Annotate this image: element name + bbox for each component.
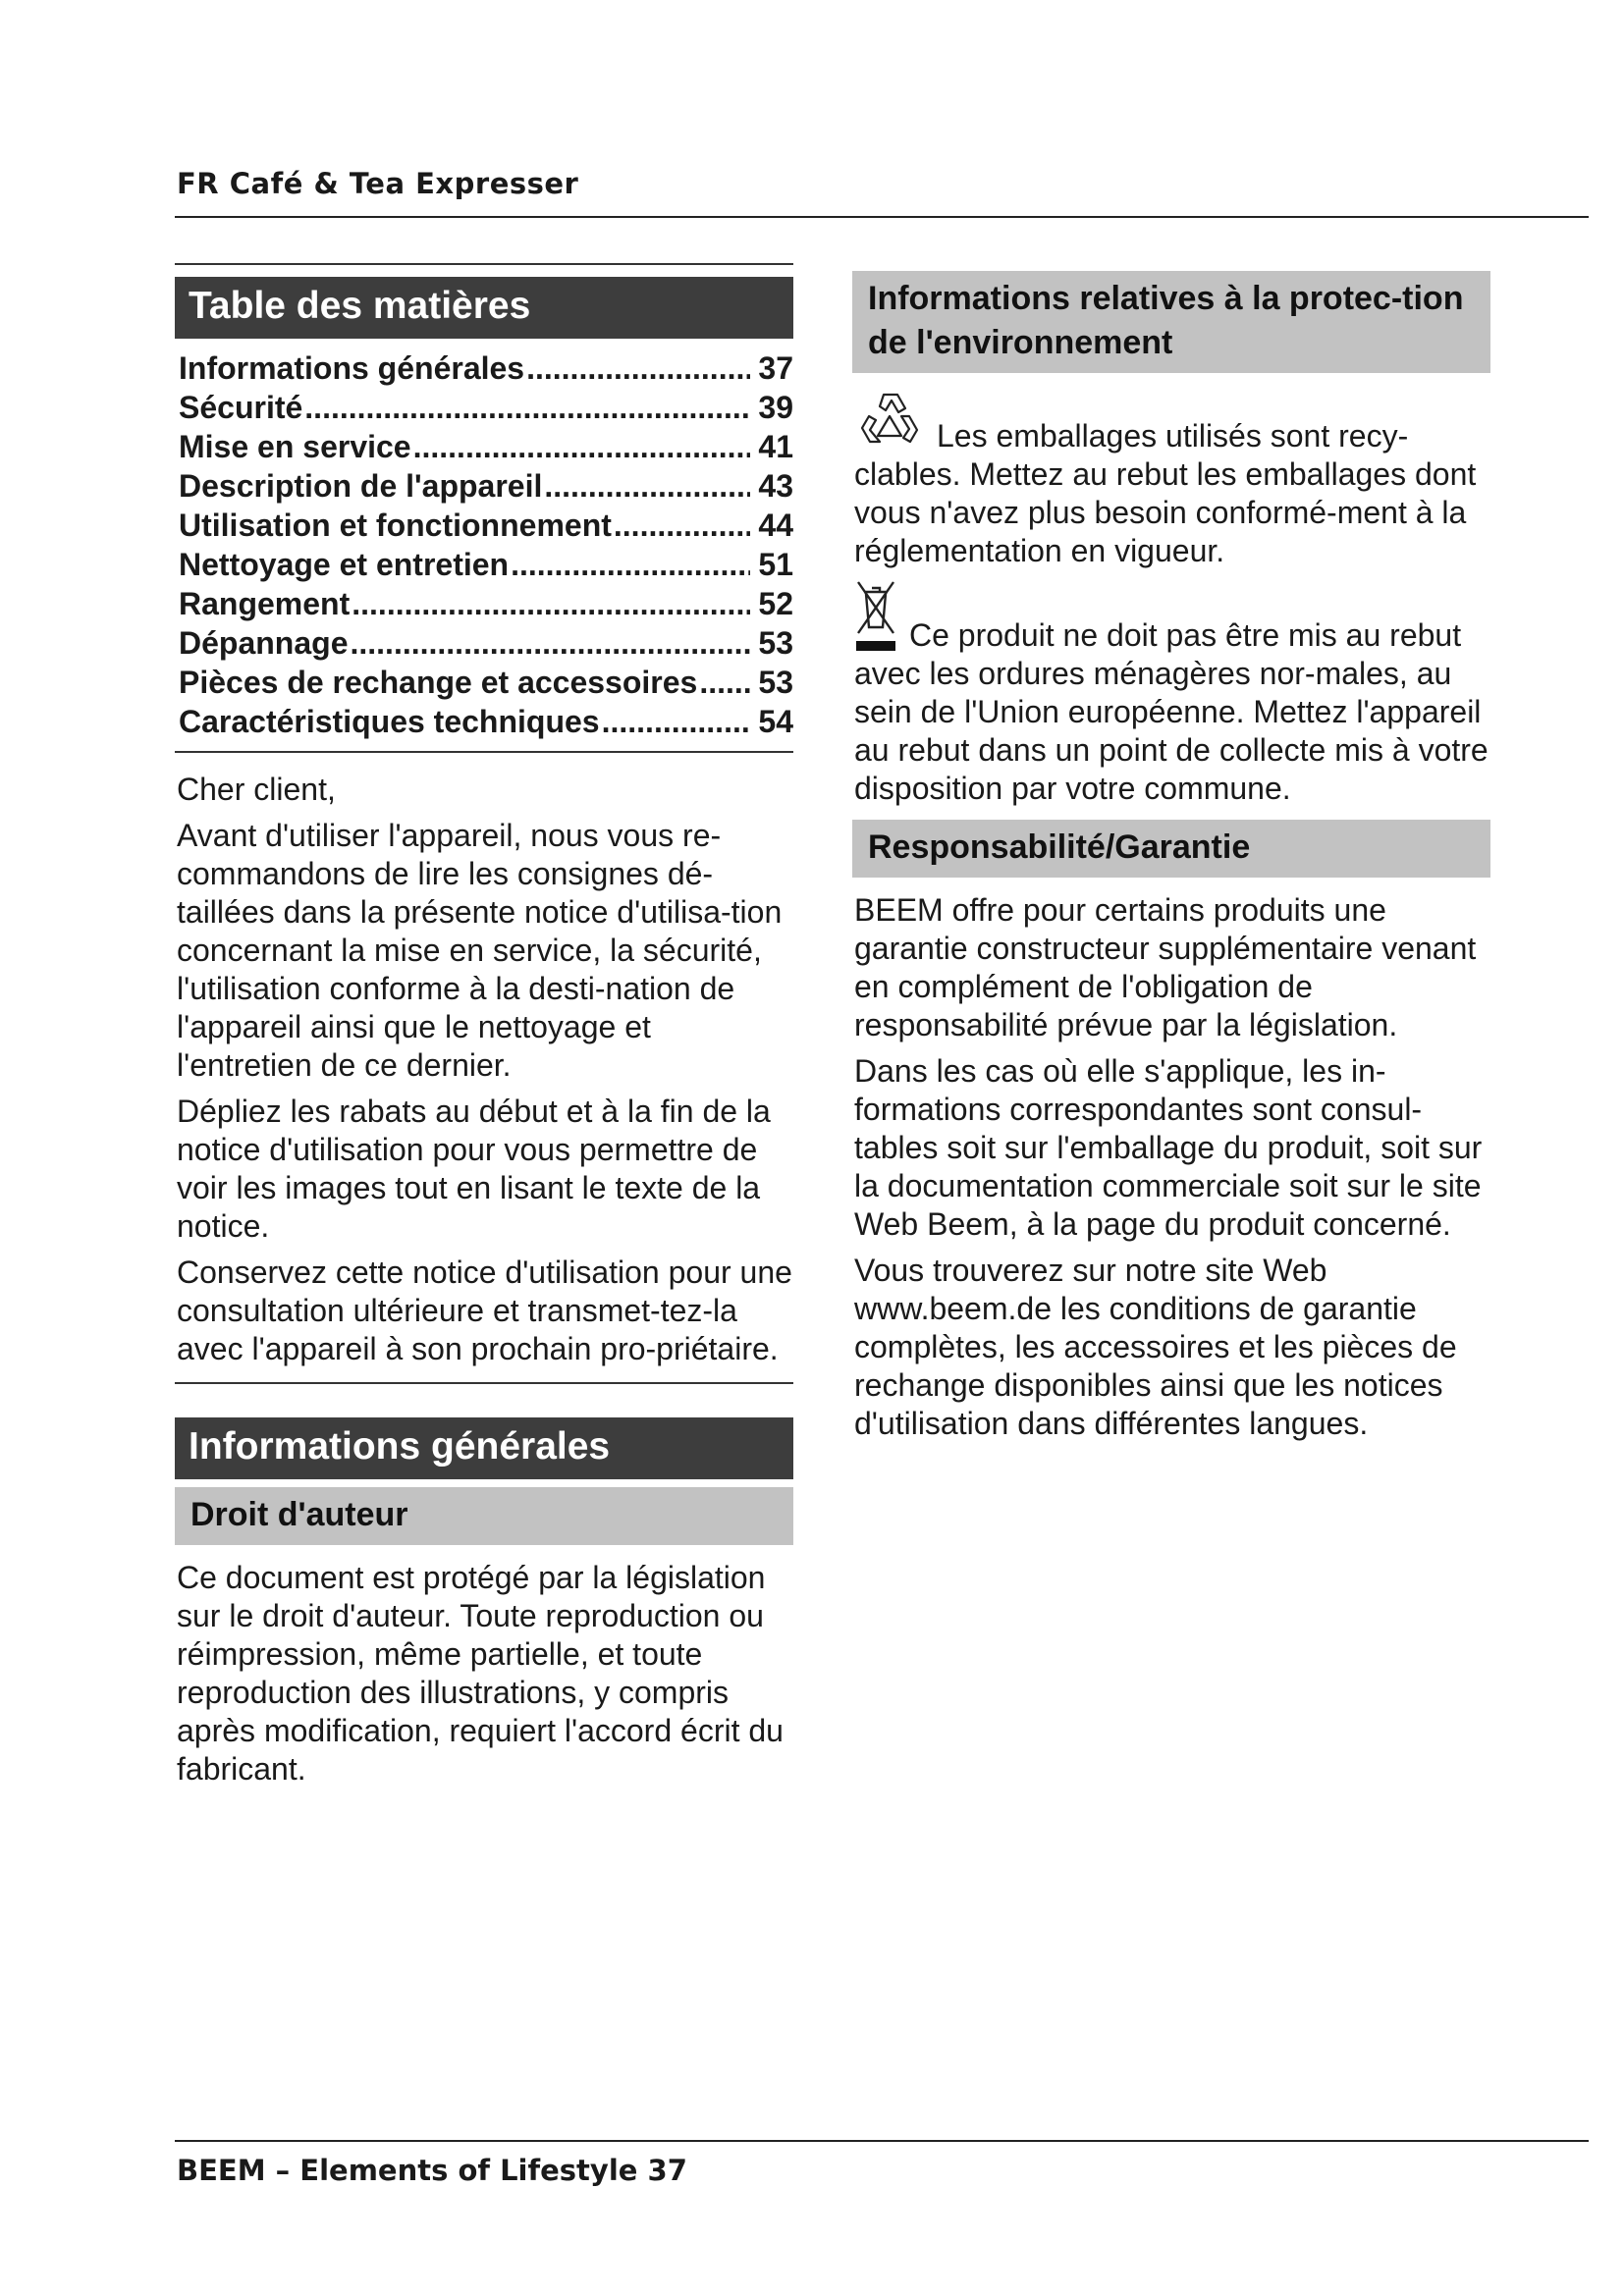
footer-label: BEEM – Elements of Lifestyle 37 xyxy=(177,2154,687,2187)
warranty-paragraph: BEEM offre pour certains produits une garantie constructeur supplémentaire venant en complément de l'obligation de responsabilité prévue par la législation. xyxy=(854,891,1477,1042)
copyright-title: Droit d'auteur xyxy=(175,1487,793,1545)
crossed-bin-icon xyxy=(854,578,897,655)
page-footer xyxy=(175,2140,1589,2187)
general-section-title: Informations générales xyxy=(175,1417,793,1479)
recycle-note xyxy=(852,389,1490,570)
toc-entry[interactable]: Description de l'appareil ..... 43 xyxy=(179,466,793,506)
toc-entry[interactable]: Sécurité ..... 39 xyxy=(179,388,793,427)
recycle-icon xyxy=(854,389,927,455)
page-header xyxy=(175,167,1589,218)
recycle-text: Les emballages utilisés sont recy-clables. Mettez au rebut les emballages dont vous n'avez plus besoin conformé-ment à la réglementation en vigueur. xyxy=(854,417,1477,568)
environment-title: Informations relatives à la protec-tion de l'environnement xyxy=(852,271,1490,373)
intro-paragraph: Dépliez les rabats au début et à la fin de la notice d'utilisation pour vous permettre de voir les images tout en lisant le texte de la notice. xyxy=(177,1093,771,1244)
toc-entry[interactable]: Nettoyage et entretien ..... 51 xyxy=(179,545,793,584)
greeting: Cher client, xyxy=(177,771,336,807)
warranty-text xyxy=(852,891,1490,1443)
intro-paragraph: Conservez cette notice d'utilisation pour une consultation ultérieure et transmet-tez-la avec l'appareil à son prochain pro-priétaire. xyxy=(177,1254,792,1366)
table-of-contents xyxy=(175,348,793,741)
header-rule xyxy=(175,216,1589,218)
warranty-title: Responsabilité/Garantie xyxy=(852,820,1490,878)
left-column xyxy=(175,263,793,1796)
right-column xyxy=(852,271,1490,1451)
toc-entry[interactable]: Pièces de rechange et accessoires ..... 53 xyxy=(179,663,793,702)
warranty-paragraph: Dans les cas où elle s'applique, les in-formations correspondantes sont consul-tables soit sur l'emballage du produit, soit sur la documentation commerciale soit sur le site Web Beem, à la page du produit concerné. xyxy=(854,1052,1483,1242)
weee-note xyxy=(852,578,1490,808)
footer-rule xyxy=(175,2140,1589,2142)
weee-text: Ce produit ne doit pas être mis au rebut avec les ordures ménagères nor-males, au sein de l'Union européenne. Mettez l'appareil au rebut dans un point de collecte mis à votre disposition par votre commune. xyxy=(854,616,1489,806)
warranty-paragraph: Vous trouverez sur notre site Web www.beem.de les conditions de garantie complètes, les accessoires et les pièces de rechange disponibles ainsi que les notices d'utilisation dans différentes langues. xyxy=(854,1252,1457,1441)
toc-entry[interactable]: Rangement ..... 52 xyxy=(179,584,793,623)
toc-entry[interactable]: Dépannage ..... 53 xyxy=(179,623,793,663)
toc-entry[interactable]: Utilisation et fonctionnement ..... 44 xyxy=(179,506,793,545)
toc-title: Table des matières xyxy=(175,277,793,339)
toc-entry[interactable]: Caractéristiques techniques ..... 54 xyxy=(179,702,793,741)
copyright-text xyxy=(175,1559,793,1789)
toc-entry[interactable]: Informations générales ..... 37 xyxy=(179,348,793,388)
toc-entry[interactable]: Mise en service ..... 41 xyxy=(179,427,793,466)
copyright-paragraph: Ce document est protégé par la législation sur le droit d'auteur. Toute reproduction ou réimpression, même partielle, et toute reproduction des illustrations, y compris après modification, requiert l'accord écrit du fabricant. xyxy=(177,1559,784,1787)
header-label: FR Café & Tea Expresser xyxy=(177,167,579,200)
intro-text xyxy=(175,771,793,1368)
intro-paragraph: Avant d'utiliser l'appareil, nous vous re-commandons de lire les consignes dé-taillées dans la présente notice d'utilisa-tion concernant la mise en service, la sécurité, l'utilisation conforme à la desti-nation de l'appareil ainsi que le nettoyage et l'entretien de ce dernier. xyxy=(177,817,783,1083)
